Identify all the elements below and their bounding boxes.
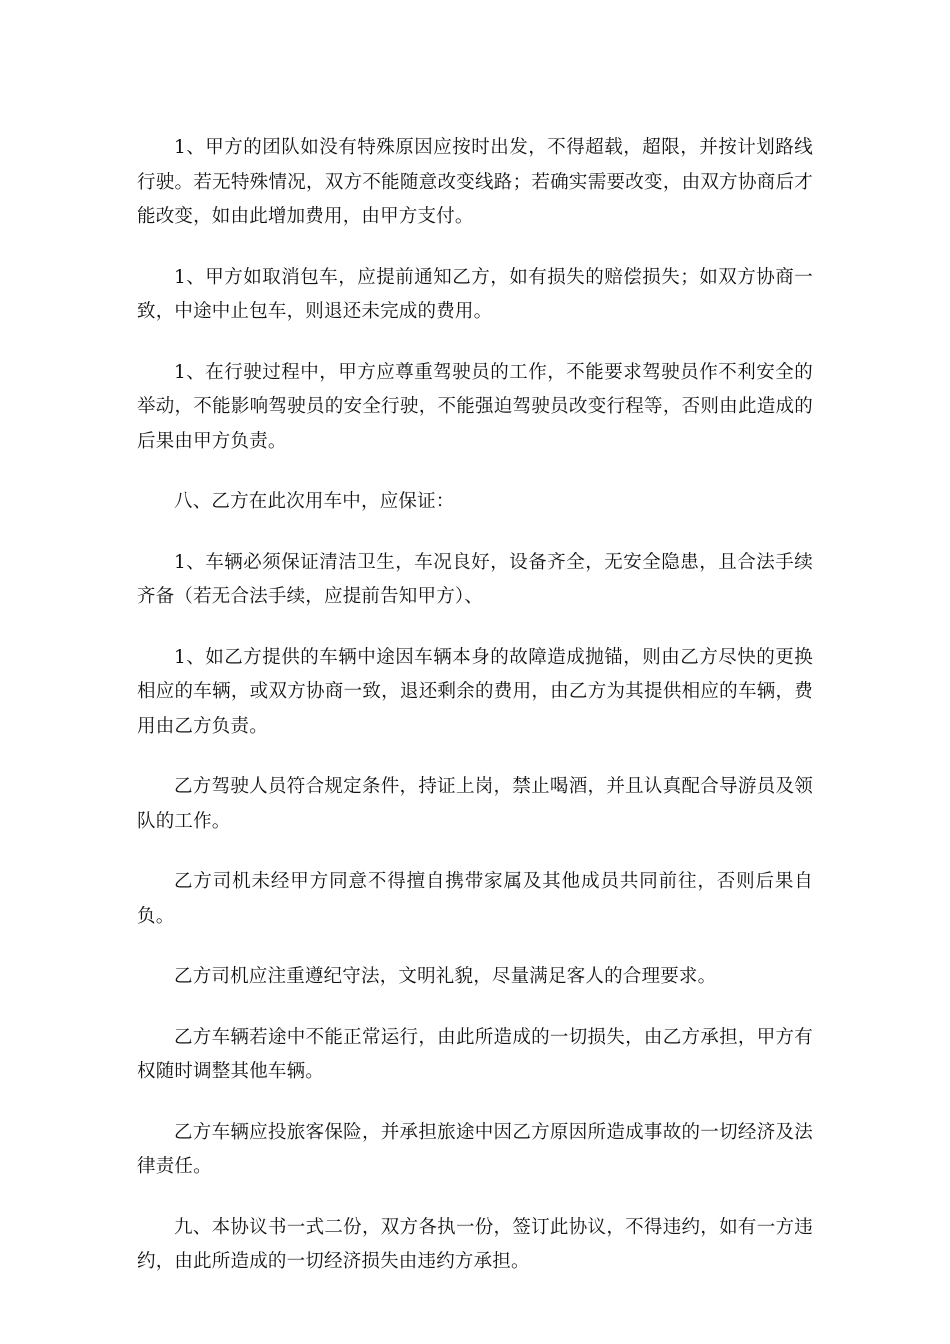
document-body — [137, 131, 813, 1306]
paragraph-vehicle-condition: 1、车辆必须保证清洁卫生，车况良好，设备齐全，无安全隐患，且合法手续齐备（若无合法手续，应提前告知甲方）、 — [137, 551, 813, 607]
paragraph-departure-rules: 1、甲方的团队如没有特殊原因应按时出发，不得超载，超限，并按计划路线行驶。若无特殊情况，双方不能随意改变线路；若确实需要改变，由双方协商后才能改变，如由此增加费用，由甲方支付。 — [137, 137, 813, 227]
paragraph-driver-qualification: 乙方驾驶人员符合规定条件，持证上岗，禁止喝酒，并且认真配合导游员及领队的工作。 — [137, 776, 813, 832]
paragraph-breakdown: 1、如乙方提供的车辆中途因车辆本身的故障造成抛锚，则由乙方尽快的更换相应的车辆，或双方协商一致，退还剩余的费用，由乙方为其提供相应的车辆，费用由乙方负责。 — [137, 646, 813, 737]
section-heading-agreement-copies: 九、本协议书一式二份，双方各执一份，签订此协议，不得违约，如有一方违约，由此所造成的一切经济损失由违约方承担。 — [137, 1216, 813, 1272]
paragraph-vehicle-failure: 乙方车辆若途中不能正常运行，由此所造成的一切损失，由乙方承担，甲方有权随时调整其他车辆。 — [137, 1026, 813, 1082]
paragraph-cancellation: 1、甲方如取消包车，应提前通知乙方，如有损失的赔偿损失；如双方协商一致，中途中止包车，则退还未完成的费用。 — [137, 266, 813, 322]
paragraph-driver-conduct: 乙方司机应注重遵纪守法，文明礼貌，尽量满足客人的合理要求。 — [174, 966, 717, 987]
paragraph-driver-respect: 1、在行驶过程中，甲方应尊重驾驶员的工作，不能要求驾驶员作不利安全的举动，不能影响驾驶员的安全行驶，不能强迫驾驶员改变行程等，否则由此造成的后果由甲方负责。 — [137, 361, 813, 452]
section-heading-party-b-guarantees: 八、乙方在此次用车中，应保证： — [174, 491, 455, 512]
paragraph-insurance: 乙方车辆应投旅客保险，并承担旅途中因乙方原因所造成事故的一切经济及法律责任。 — [137, 1121, 813, 1177]
paragraph-no-passengers: 乙方司机未经甲方同意不得擅自携带家属及其他成员共同前往，否则后果自负。 — [137, 871, 813, 927]
